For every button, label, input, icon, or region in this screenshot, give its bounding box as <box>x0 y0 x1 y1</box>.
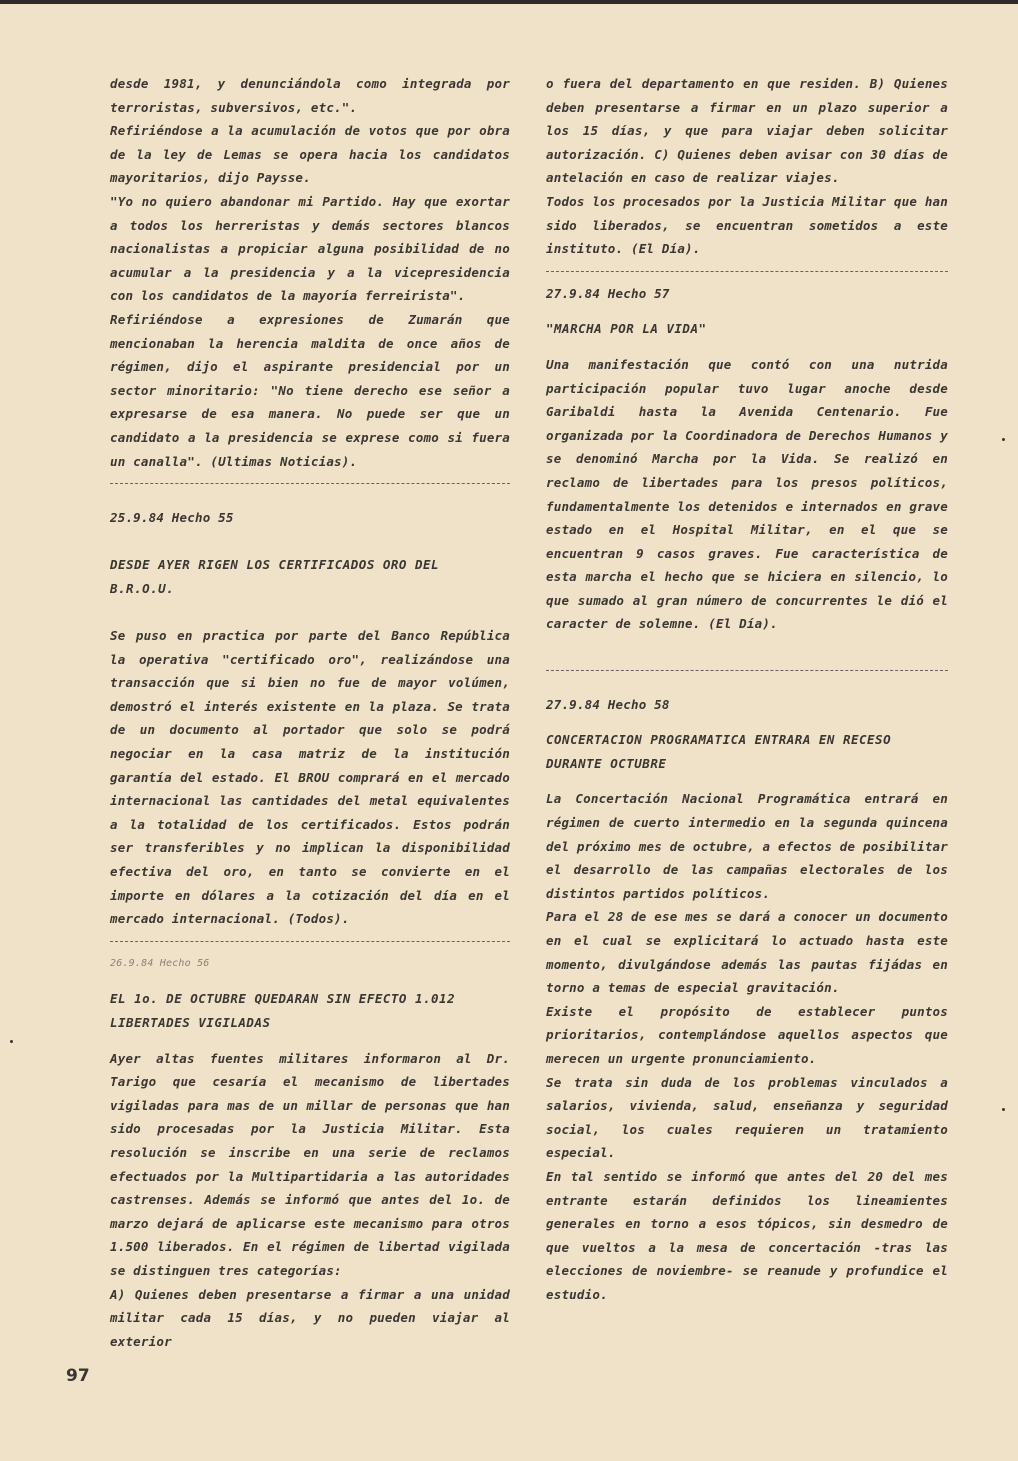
paragraph: Refiriéndose a la acumulación de votos que por obra de la ley de Lemas se opera hacia los candidatos mayoritarios, dijo Paysse. <box>110 123 510 186</box>
entry-body-58: Se trata sin duda de los problemas vinculados a salarios, vivienda, salud, enseñanza y seguridad social, los cuales requieren un tratamiento especial. <box>546 1074 948 1161</box>
right-column <box>546 72 948 1307</box>
paragraph: o fuera del departamento en que residen. B) Quienes deben presentarse a firmar en un plazo superior a los 15 días, y que para viajar deben solicitar autorización. C) Quienes deben avisar con 30 días de antelación en caso de realizar viajes. <box>546 76 948 186</box>
section-divider <box>110 941 510 942</box>
entry-body-56: Ayer altas fuentes militares informaron al Dr. Tarigo que cesaría el mecanismo de libertades vigiladas para mas de un millar de personas que han sido procesadas por la Justicia Militar. Esta resolución se inscribe en una serie de reclamos efectuados por la Multipartidaria a las autoridades castrenses. Además se informó que antes del 1o. de marzo dejará de aplicarse este mecanismo para otros 1.500 liberados. En el régimen de libertad vigilada se distinguen tres categorías: <box>110 1050 510 1278</box>
entry-date-58: 27.9.84 Hecho 58 <box>546 696 670 712</box>
section-divider <box>110 483 510 484</box>
page-number: 97 <box>66 1366 90 1386</box>
entry-body-58: En tal sentido se informó que antes del 20 del mes entrante estarán definidos los lineamientes generales en torno a esos tópicos, sin desmedro de que vueltos a la mesa de concertación -tras las elecciones de noviembre- se reanude y profundice el estudio. <box>546 1168 948 1302</box>
paragraph: "Yo no quiero abandonar mi Partido. Hay que exortar a todos los herreristas y demás sectores blancos nacionalistas a propiciar alguna posibilidad de no acumular a la presidencia y a la vicepresidencia con los candidatos de la mayoría ferreirista". <box>110 193 510 304</box>
entry-body-58: La Concertación Nacional Programática entrará en régimen de cuerto intermedio en la segunda quincena del próximo mes de octubre, a efectos de posibilitar el desarrollo de las campañas electorales de los distintos partidos políticos. <box>546 791 948 901</box>
entry-title-57: "MARCHA POR LA VIDA" <box>546 321 707 337</box>
entry-title-55: DESDE AYER RIGEN LOS CERTIFICADOS ORO DEL B.R.O.U. <box>110 557 440 596</box>
section-divider <box>546 271 948 272</box>
binding-hole-mark <box>10 1040 13 1043</box>
paragraph: Refiriéndose a expresiones de Zumarán que mencionaban la herencia maldita de once años de régimen, dijo el aspirante presidencial por un sector minoritario: "No tiene derecho ese señor a expresarse de esa manera. No puede ser que un candidato a la presidencia se exprese como si fuera un canalla". (Ultimas Noticias). <box>110 311 510 469</box>
section-divider <box>546 670 948 671</box>
entry-body-58: Existe el propósito de establecer puntos prioritarios, contemplándose aquellos aspectos que merecen un urgente pronunciamiento. <box>546 1003 948 1066</box>
entry-body-58: Para el 28 de ese mes se dará a conocer un documento en el cual se explicitará lo actuado hasta este momento, divulgándose además las pautas fijádas en torno a temas de especial gravitación. <box>546 909 948 996</box>
entry-date-55: 25.9.84 Hecho 55 <box>110 510 234 526</box>
paragraph: Todos los procesados por la Justicia Militar que han sido liberados, se encuentran sometidos a este instituto. (El Día). <box>546 193 948 257</box>
entry-title-58: CONCERTACION PROGRAMATICA ENTRARA EN RECESO DURANTE OCTUBRE <box>546 732 892 771</box>
entry-body-57: Una manifestación que contó con una nutrida participación popular tuvo lugar anoche desde Garibaldi hasta la Avenida Centenario. Fue organizada por la Coordinadora de Derechos Humanos y se denominó Marcha por la Vida. Se realizó en reclamo de libertades para los presos políticos, fundamentalmente los detenidos e internados en grave estado en el Hospital Militar, en el que se encuentran 9 casos graves. Fue característica de esta marcha el hecho que se hiciera en silencio, lo que sumado al gran número de concurrentes le dió el caracter de solemne. (El Día). <box>546 356 948 632</box>
entry-date-57: 27.9.84 Hecho 57 <box>546 285 670 301</box>
entry-body-56-item-a: A) Quienes deben presentarse a firmar a una unidad militar cada 15 días, y no pueden viajar al exterior <box>110 1286 510 1349</box>
entry-body-55: Se puso en practica por parte del Banco República la operativa "certificado oro", realizándose una transacción que si bien no fue de mayor volúmen, demostró el interés existente en la plaza. Se trata de un documento al portador que solo se podrá negociar en la casa matriz de la institución garantía del estado. El BROU comprará en el mercado internacional las cantidades del metal equivalentes a la totalidad de los certificados. Estos podrán ser transferibles y no implican la disponibilidad efectiva del oro, en tanto se convierte en el importe en dólares a la cotización del día en el mercado internacional. (Todos). <box>110 628 510 927</box>
page-top-border <box>0 0 1018 4</box>
paragraph: desde 1981, y denunciándola como integrada por terroristas, subversivos, etc.". <box>110 76 510 115</box>
entry-date-56: 26.9.84 Hecho 56 <box>110 957 210 969</box>
binding-hole-mark <box>1002 1108 1005 1111</box>
left-column <box>110 72 510 1353</box>
binding-hole-mark <box>1002 438 1005 441</box>
entry-title-56: EL 1o. DE OCTUBRE QUEDARAN SIN EFECTO 1.012 LIBERTADES VIGILADAS <box>110 991 456 1030</box>
